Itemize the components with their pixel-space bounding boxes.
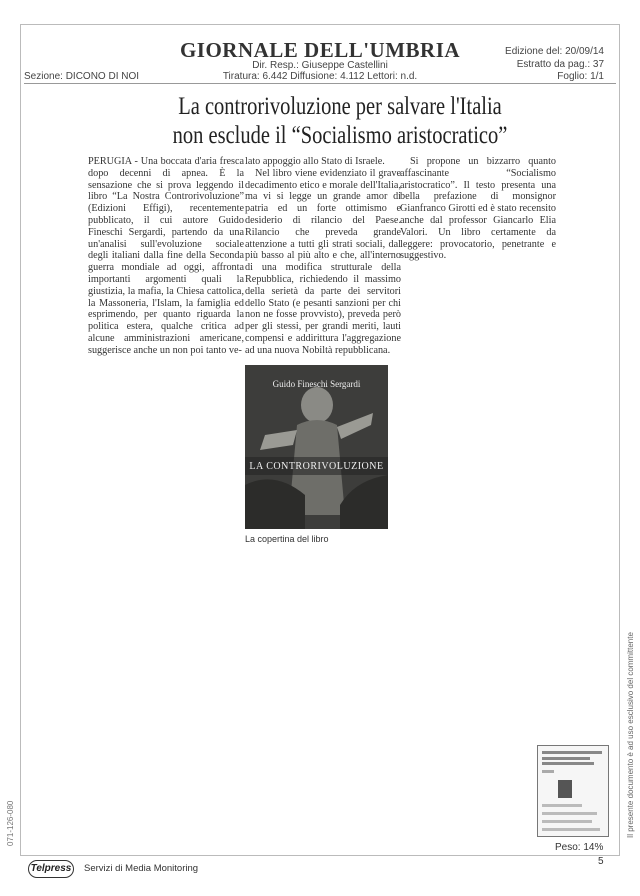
circulation-line: Tiratura: 6.442 Diffusione: 4.112 Lettori: n.d. <box>222 71 418 82</box>
document-code <box>6 770 18 850</box>
thumbnail-line <box>542 812 597 815</box>
sheet-number: Foglio: 1/1 <box>557 71 604 82</box>
headline-line-1: La controrivoluzione per salvare l'Italia <box>178 93 502 120</box>
section-label: Sezione: DICONO DI NOI <box>24 71 140 82</box>
cover-author: Guido Fineschi Sergardi <box>272 379 361 389</box>
extract-page: Estratto da pag.: 37 <box>516 59 604 70</box>
cover-illustration <box>245 365 388 529</box>
side-notice-text: Il presente documento è ad uso esclusivo del committente <box>626 632 635 838</box>
thumbnail-image <box>558 780 572 798</box>
article-column-1 <box>88 156 244 357</box>
thumbnail-line <box>542 770 554 773</box>
headline-line-2: non esclude il “Socialismo aristocratico” <box>172 122 508 149</box>
paragraph: Si propone un bizzarro quanto affascinante “Socialismo aristocratico”. Il testo presenta una bella prefazione di monsignor Gianfranco Girotti ed è stato recensito anche dal professor Giancarlo Elia Valori. Un libro certamente da leggere: provocatorio, penetrante e suggestivo. <box>400 156 556 262</box>
telpress-logo: Telpress <box>28 860 74 878</box>
article-column-2 <box>245 156 401 357</box>
header-divider <box>24 83 616 84</box>
thumbnail-line <box>542 762 594 765</box>
thumbnail-line <box>542 757 590 760</box>
paragraph: Nel libro viene evidenziato il grave decadimento etico e morale dell'Italia, ma vi si legge un grande amor di patria ed un forte ottimismo e desiderio di rilancio del Paese. Rilancio che preveda grande attenzione a tutti gli strati sociali, dal più basso al più alto e che, all'interno di una modifica strutturale della Repubblica, richiedendo il massimo della serietà da parte dei servitori dello Stato (e pesanti sanzioni per chi non ne fosse provvisto), preveda però per gli stessi, per grandi meriti, lauti compensi e addirittura l'aggregazione ad una nuova Nobiltà repubblicana. <box>245 167 401 356</box>
edition-date: Edizione del: 20/09/14 <box>505 46 604 57</box>
image-caption: La copertina del libro <box>245 534 329 544</box>
thumbnail-line <box>542 828 600 831</box>
service-label: Servizi di Media Monitoring <box>84 863 199 874</box>
paragraph: PERUGIA - Una boccata d'aria fresca dopo decenni di apnea. È la sensazione che si prova leggendo il libro “La Nostra Controrivoluzione” (Edizioni Effigi), recentemente pubblicato, il cui autore Guido Fineschi Sergardi, partendo da una un'analisi sull'evoluzione sociale degli italiani dalla fine della Seconda guerra mondiale ad oggi, affronta importanti argomenti quali la giustizia, la mafia, la Chiesa cattolica, la Massoneria, l'Islam, la famiglia ed esprimendo, per quanto riguarda la politica estera, qualche critica ad alcune amministrazioni americane, suggerisce anche un non poi tanto ve- <box>88 156 244 356</box>
thumbnail-line <box>542 804 582 807</box>
side-notice <box>624 632 638 840</box>
article-column-3 <box>400 156 556 262</box>
document-code-text: 071-126-080 <box>6 800 15 846</box>
weight-label: Peso: 14% <box>555 842 604 853</box>
cover-title: LA CONTRORIVOLUZIONE <box>249 461 384 472</box>
page-number: 5 <box>598 856 604 867</box>
thumbnail-line <box>542 820 592 823</box>
paragraph: lato appoggio allo Stato di Israele. <box>245 156 385 167</box>
article-headline <box>143 92 537 150</box>
book-cover-image <box>245 365 388 529</box>
thumbnail-line <box>542 751 602 754</box>
page-thumbnail <box>537 745 609 837</box>
director-line: Dir. Resp.: Giuseppe Castellini <box>252 60 388 71</box>
newspaper-masthead: GIORNALE DELL'UMBRIA <box>179 38 461 62</box>
